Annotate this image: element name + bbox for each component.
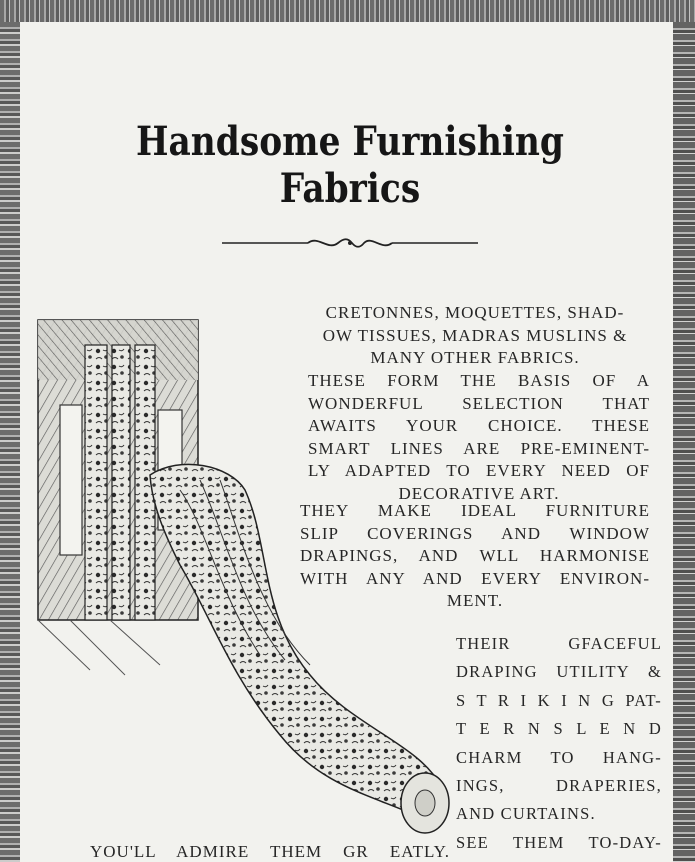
text-line: LY ADAPTED TO EVERY NEED OF [308, 461, 650, 481]
text-line: OW TISSUES, MADRAS MUSLINS & [322, 325, 628, 345]
text-line: SLIP COVERINGS AND WINDOW [300, 523, 650, 543]
text-line: T E R N S L E N D [456, 719, 662, 739]
decorative-border-right [673, 22, 695, 862]
text-line: WONDERFUL SELECTION THAT [308, 393, 650, 413]
text-line: CHARM TO HANG- [456, 747, 662, 767]
text-line: AND CURTAINS. [456, 804, 596, 824]
text-line: INGS, DRAPERIES, [456, 776, 662, 796]
decorative-border-top [0, 0, 695, 22]
text-line: AWAITS YOUR CHOICE. THESE [308, 416, 650, 436]
text-line: DECORATIVE ART. [398, 483, 560, 503]
paragraph-fabrics [300, 302, 650, 370]
paragraph-draping [456, 630, 662, 857]
text-line: THEY MAKE IDEAL FURNITURE [300, 501, 650, 520]
text-line: MANY OTHER FABRICS. [370, 348, 580, 368]
text-line: THEIR GFACEFUL [456, 634, 662, 653]
text-line: WITH ANY AND EVERY ENVIRON- [300, 568, 650, 588]
ornament-divider-icon [220, 232, 480, 254]
text-line: CRETONNES, MOQUETTES, SHAD- [325, 303, 625, 322]
text-line: SMART LINES ARE PRE-EMINENT- [308, 438, 650, 458]
text-line: MENT. [446, 591, 504, 611]
text-line: S T R I K I N G PAT- [456, 690, 662, 710]
text-line: SEE THEM TO-DAY- [456, 832, 662, 852]
tagline: YOU'LL ADMIRE THEM GR EATLY. [90, 842, 450, 861]
paragraph-selection [308, 370, 650, 506]
text-line: DRAPING UTILITY & [456, 662, 662, 682]
paragraph-uses [300, 500, 650, 613]
text-line: THESE FORM THE BASIS OF A [308, 371, 650, 390]
decorative-border-left [0, 22, 20, 862]
text-line: DRAPINGS, AND WLL HARMONISE [300, 546, 650, 566]
headline: Handsome Furnishing Fabrics [136, 118, 564, 212]
